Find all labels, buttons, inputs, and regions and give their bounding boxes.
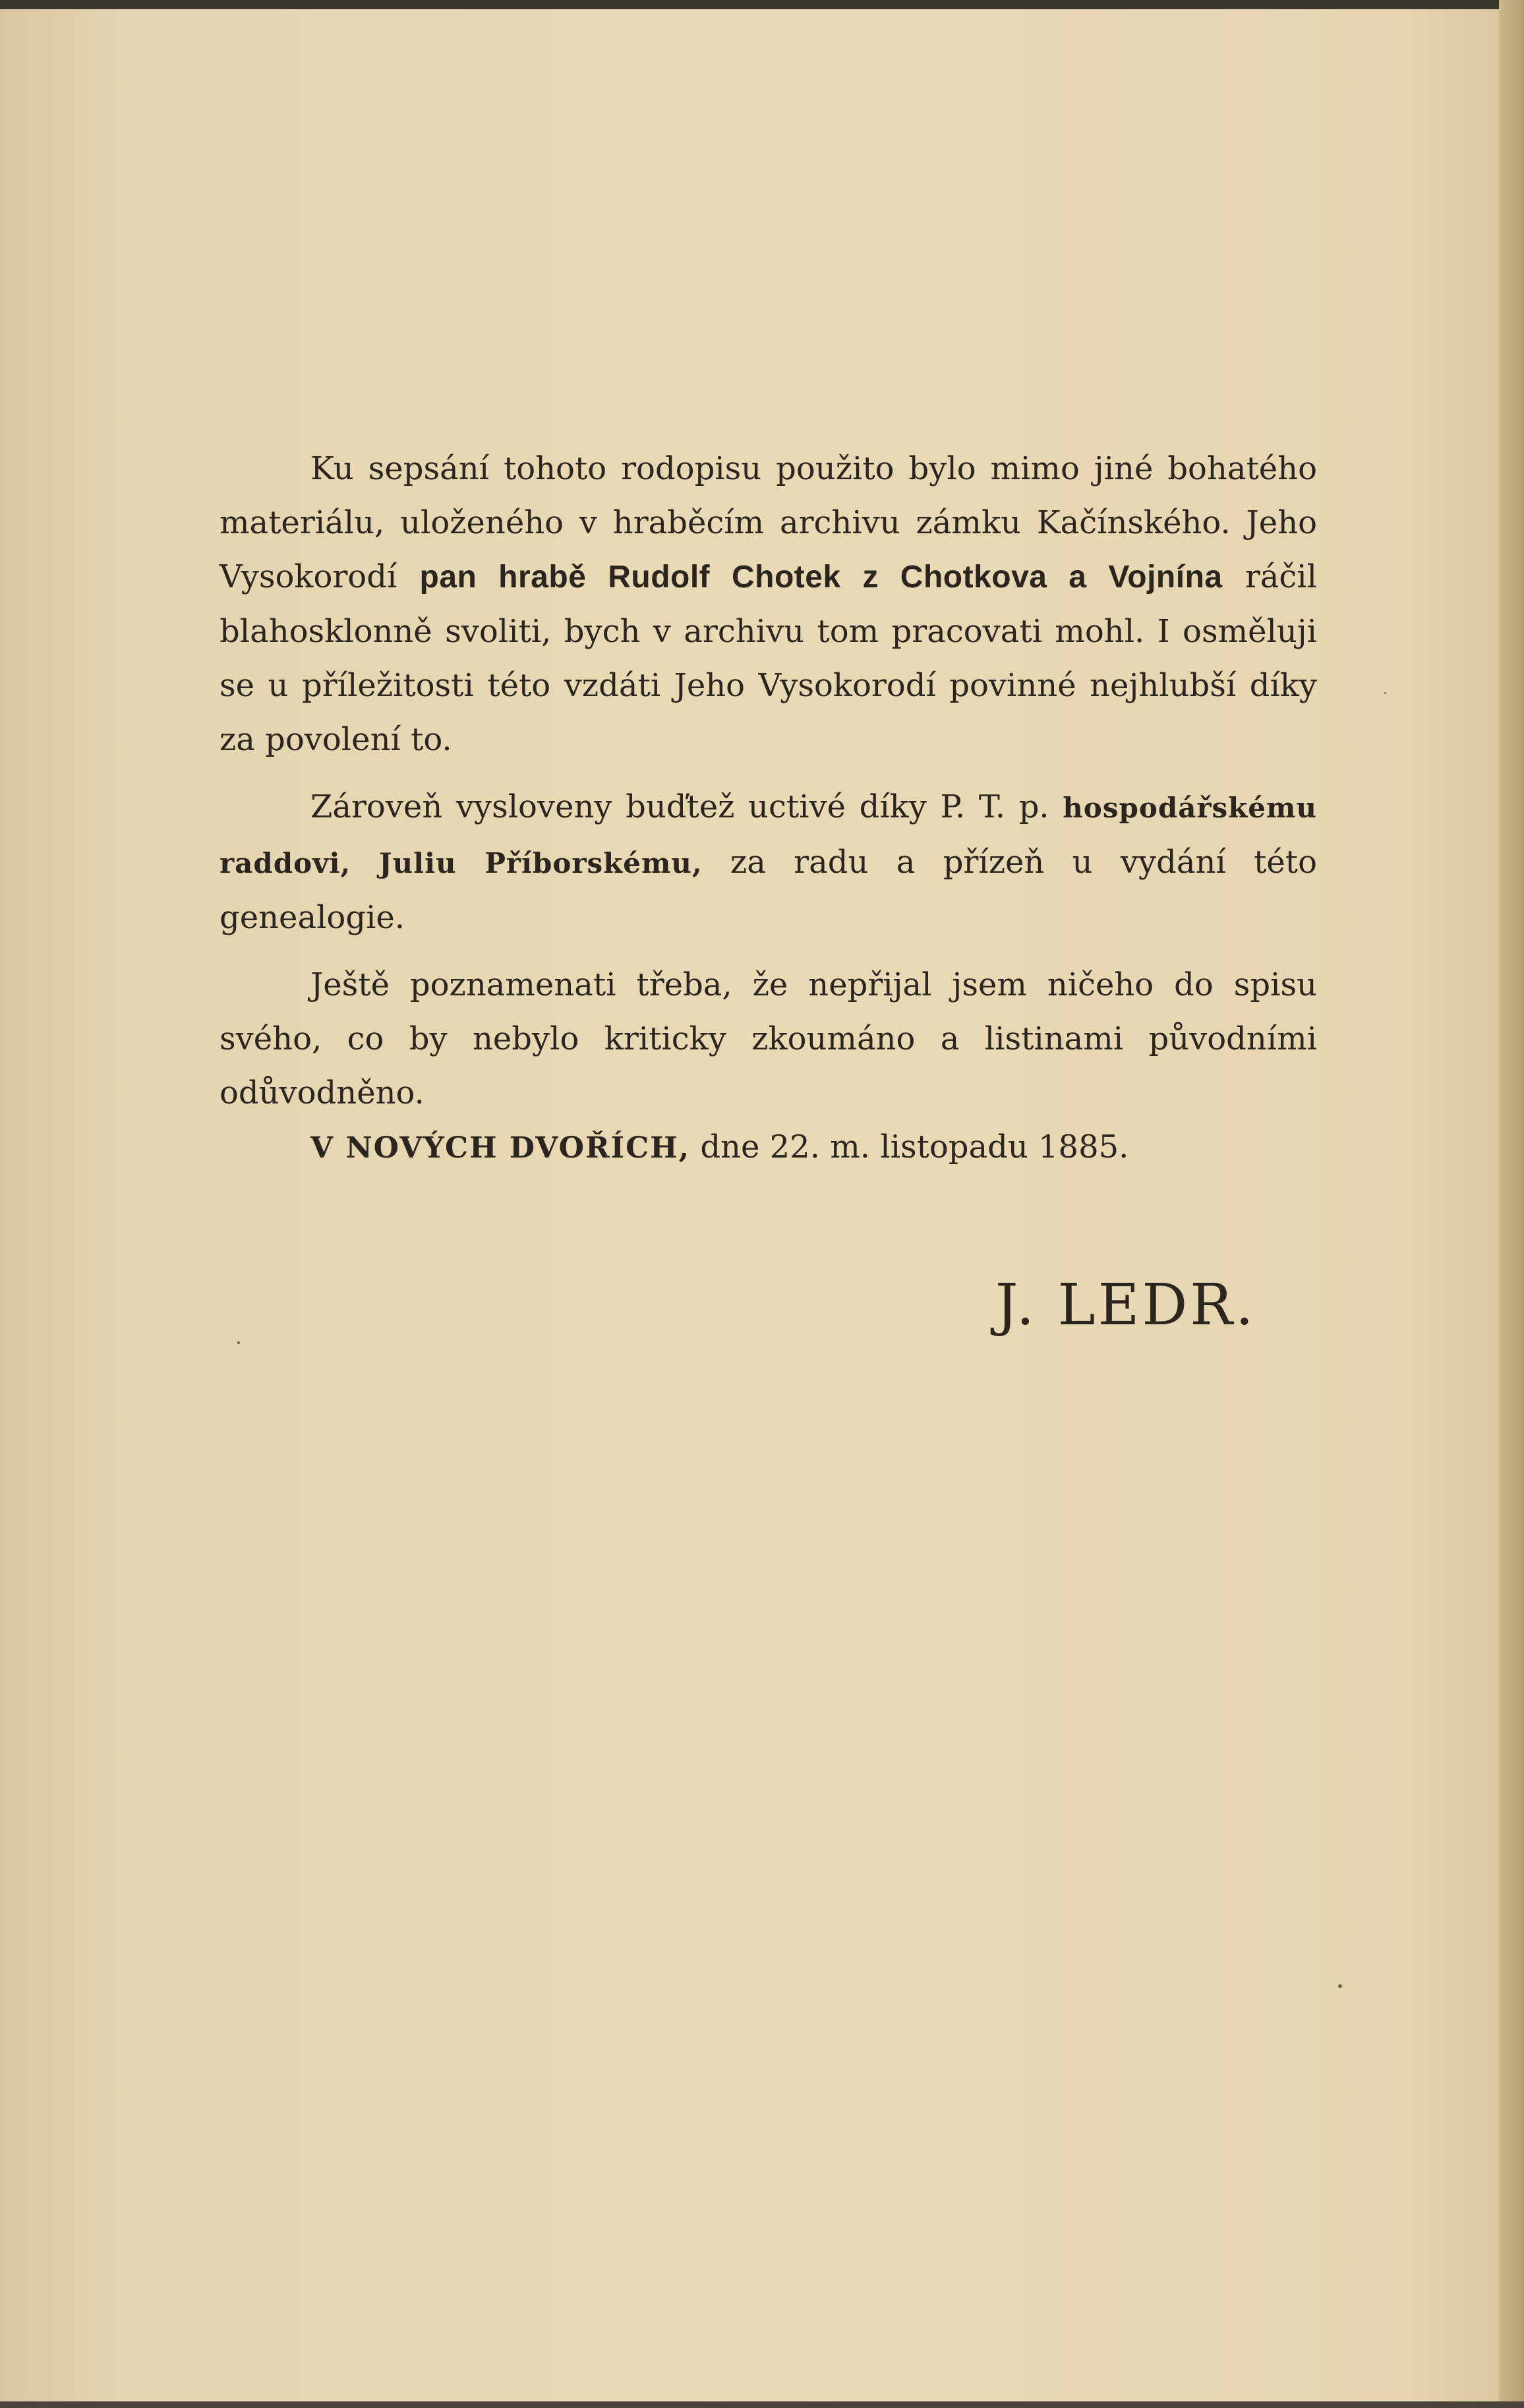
paragraph-thanks — [220, 780, 1317, 945]
advisor-name-emphasis: hospodářskému raddovi, Juliu Příborskému, — [220, 792, 1317, 879]
paragraph-text: Ku sepsání tohoto rodopisu použito bylo mimo jiné bohatého materiálu, uloženého v hraběcím archivu zámku Kačínského. Jeho Vysokorodí — [220, 450, 1317, 595]
place-name: V NOVÝCH DVOŘÍCH, — [310, 1131, 691, 1165]
paragraph-text: Ještě poznamenati třeba, že nepřijal jsem ničeho do spisu svého, co by nebylo kriticky zkoumáno a listinami původními odůvodněno. — [220, 966, 1317, 1111]
paragraph-archive-acknowledgement — [220, 442, 1317, 767]
paragraph-sources-note — [220, 958, 1317, 1120]
count-name-emphasis: pan hrabě Rudolf Chotek z Chotkova a Vojnína — [419, 560, 1223, 595]
date-text: dne 22. m. listopadu 1885. — [690, 1129, 1129, 1165]
paper-speck — [1384, 692, 1386, 694]
author-signature: J. LEDR. — [995, 1272, 1256, 1338]
scan-bottom-edge — [0, 2401, 1524, 2408]
place-date-line — [220, 1120, 1317, 1175]
page-binding-edge — [1499, 0, 1524, 2408]
paper-speck — [237, 1341, 240, 1344]
paper-speck — [1338, 1984, 1342, 1988]
preface-text — [220, 442, 1317, 1175]
paragraph-text: ráčil blahosklonně svoliti, bych v archivu tom pracovati mohl. I osměluji se u příležitosti této vzdáti Jeho Vysokorodí povinné nejhlubší díky za povolení to. — [220, 558, 1317, 758]
scan-top-edge — [0, 0, 1524, 9]
paragraph-text: za radu a přízeň u vydání této genealogie. — [220, 844, 1317, 936]
paragraph-text: Zároveň vysloveny buďtež uctivé díky P. T. p. — [310, 788, 1063, 825]
